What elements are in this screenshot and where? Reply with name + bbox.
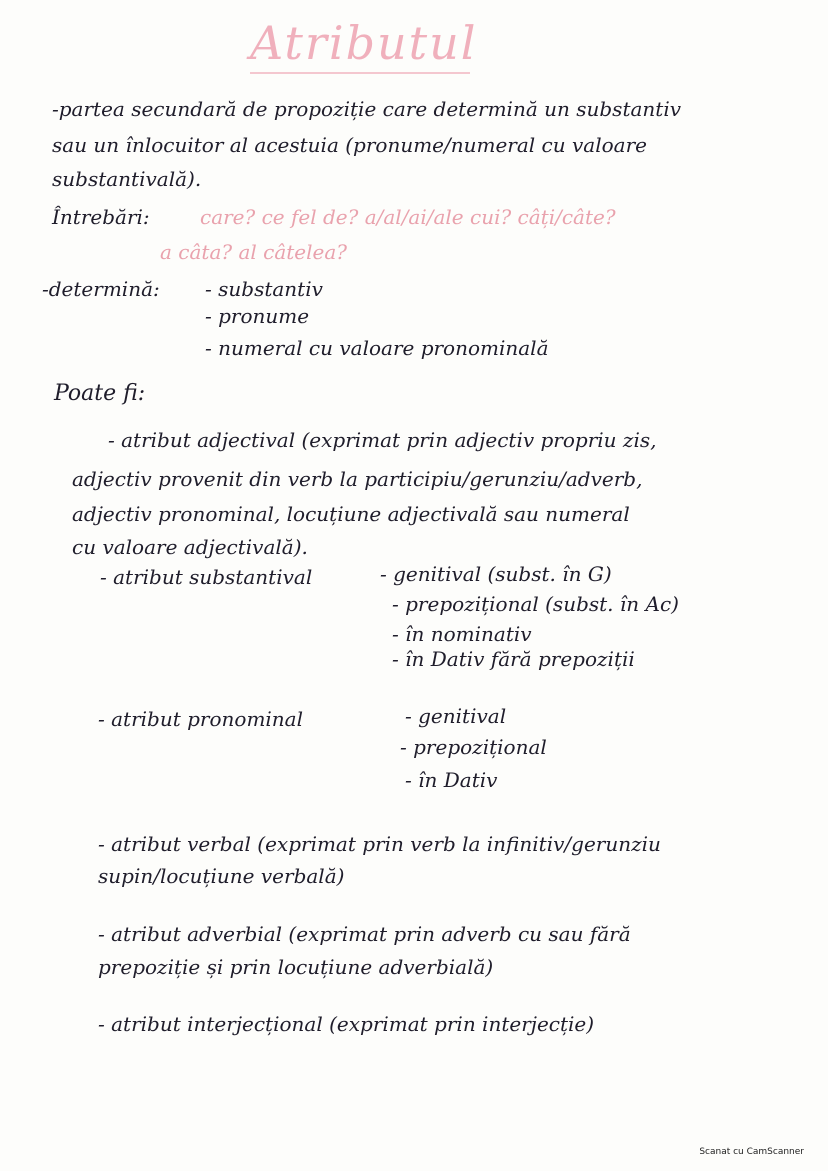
determines-item: - pronume: [205, 304, 310, 328]
verbal-line-1: - atribut verbal (exprimat prin verb la infinitiv/gerunziu: [98, 832, 661, 856]
verbal-line-2: supin/locuțiune verbală): [98, 864, 345, 888]
definition-line-3: substantivală).: [52, 167, 202, 191]
pronominal-item: - în Dativ: [405, 768, 498, 792]
substantival-label: - atribut substantival: [100, 565, 313, 589]
pronominal-item: - genitival: [405, 704, 507, 728]
scanner-watermark: Scanat cu CamScanner: [699, 1147, 804, 1157]
can-be-label: Poate fi:: [54, 381, 146, 406]
adjectival-line-1: - atribut adjectival (exprimat prin adjectiv propriu zis,: [108, 428, 657, 452]
questions-label: Întrebări:: [52, 205, 150, 229]
substantival-item: - în Dativ fără prepoziții: [392, 647, 635, 671]
pronominal-item: - prepozițional: [400, 735, 547, 759]
adjectival-line-3: adjectiv pronominal, locuțiune adjectivală sau numeral: [72, 502, 630, 526]
adjectival-line-2: adjectiv provenit din verb la participiu/gerunziu/adverb,: [72, 467, 643, 491]
questions-line-1: care? ce fel de? a/al/ai/ale cui? câți/câte?: [200, 205, 616, 229]
questions-line-2: a câta? al câtelea?: [160, 240, 348, 264]
substantival-item: - prepozițional (subst. în Ac): [392, 592, 679, 616]
definition-line-1: -partea secundară de propoziție care determină un substantiv: [52, 97, 682, 121]
determines-item: - numeral cu valoare pronominală: [205, 336, 549, 360]
determines-item: - substantiv: [205, 277, 323, 301]
substantival-item: - în nominativ: [392, 622, 532, 646]
substantival-item: - genitival (subst. în G): [380, 562, 612, 586]
adverbial-line-2: prepoziție și prin locuțiune adverbială): [98, 955, 494, 979]
adjectival-line-4: cu valoare adjectivală).: [72, 535, 308, 559]
title-decoration: [250, 72, 470, 74]
interjectional-line-1: - atribut interjecțional (exprimat prin interjecție): [98, 1012, 595, 1036]
page-title: Atributul: [250, 16, 478, 70]
pronominal-label: - atribut pronominal: [98, 707, 303, 731]
adverbial-line-1: - atribut adverbial (exprimat prin adverb cu sau fără: [98, 922, 631, 946]
determines-label: -determină:: [42, 277, 160, 301]
definition-line-2: sau un înlocuitor al acestuia (pronume/numeral cu valoare: [52, 133, 647, 157]
